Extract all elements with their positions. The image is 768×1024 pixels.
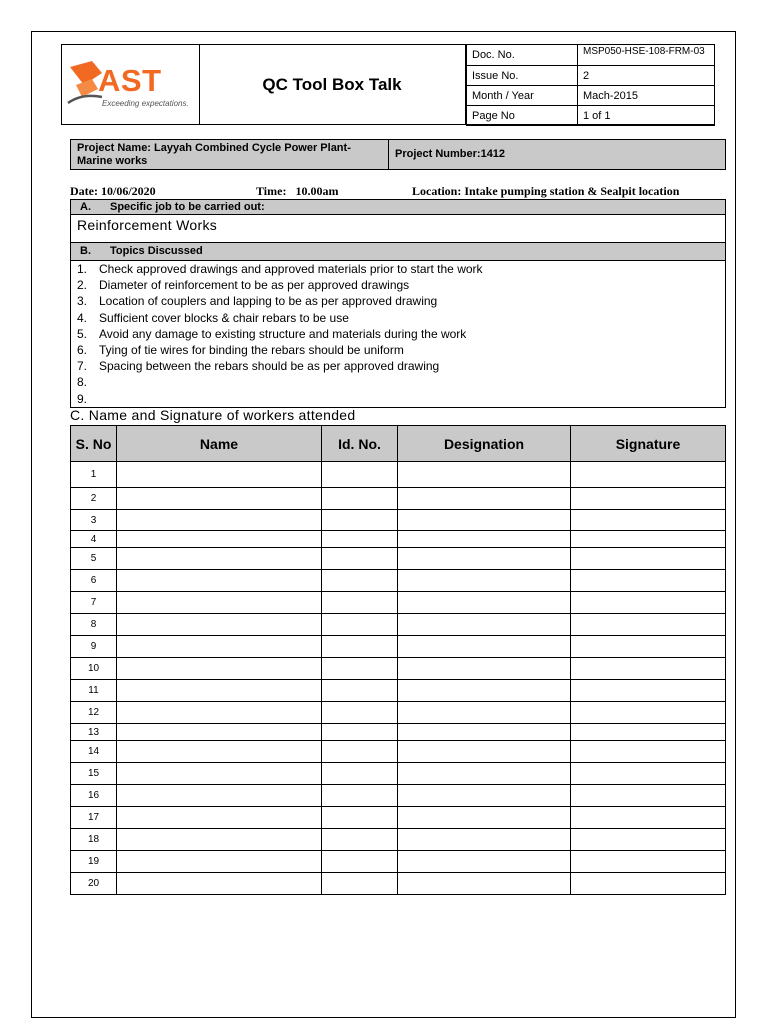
name-cell[interactable] bbox=[117, 614, 322, 636]
meta-label: Doc. No. bbox=[467, 45, 578, 66]
column-header-signature: Signature bbox=[571, 426, 726, 462]
meta-row-page-no bbox=[467, 106, 715, 126]
workers-attendance-table bbox=[70, 425, 726, 895]
meta-row-issue-no bbox=[467, 66, 715, 86]
table-row bbox=[71, 829, 726, 851]
table-row bbox=[71, 785, 726, 807]
meta-label: Issue No. bbox=[467, 66, 578, 86]
logo-tagline: Exceeding expectations. bbox=[102, 99, 189, 108]
table-row bbox=[71, 614, 726, 636]
signature-cell[interactable] bbox=[571, 636, 726, 658]
row-serial-number: 10 bbox=[71, 658, 117, 680]
id-no-cell[interactable] bbox=[322, 488, 398, 510]
name-cell[interactable] bbox=[117, 680, 322, 702]
workers-table-body bbox=[71, 462, 726, 895]
signature-cell[interactable] bbox=[571, 614, 726, 636]
project-number: Project Number:1412 bbox=[389, 140, 726, 170]
meeting-date: Date: 10/06/2020 bbox=[70, 184, 156, 198]
name-cell[interactable] bbox=[117, 724, 322, 741]
section-title: Topics Discussed bbox=[110, 245, 203, 257]
signature-cell[interactable] bbox=[571, 548, 726, 570]
designation-cell[interactable] bbox=[398, 570, 571, 592]
designation-cell[interactable] bbox=[398, 592, 571, 614]
table-row bbox=[71, 548, 726, 570]
topic-item: 6. Tying of tie wires for binding the rebars should be uniform bbox=[77, 342, 404, 357]
id-no-cell[interactable] bbox=[322, 614, 398, 636]
id-no-cell[interactable] bbox=[322, 548, 398, 570]
row-serial-number: 1 bbox=[71, 462, 117, 488]
name-cell[interactable] bbox=[117, 636, 322, 658]
designation-cell[interactable] bbox=[398, 680, 571, 702]
row-serial-number: 18 bbox=[71, 829, 117, 851]
designation-cell[interactable] bbox=[398, 614, 571, 636]
meta-value: 2 bbox=[578, 66, 715, 86]
row-serial-number: 2 bbox=[71, 488, 117, 510]
id-no-cell[interactable] bbox=[322, 724, 398, 741]
id-no-cell[interactable] bbox=[322, 510, 398, 531]
row-serial-number: 12 bbox=[71, 702, 117, 724]
topics-list bbox=[71, 261, 725, 407]
designation-cell[interactable] bbox=[398, 462, 571, 488]
project-name: Project Name: Layyah Combined Cycle Power Plant-Marine works bbox=[71, 140, 389, 170]
id-no-cell[interactable] bbox=[322, 763, 398, 785]
meta-label: Page No bbox=[467, 106, 578, 126]
name-cell[interactable] bbox=[117, 570, 322, 592]
row-serial-number: 8 bbox=[71, 614, 117, 636]
signature-cell[interactable] bbox=[571, 488, 726, 510]
company-logo bbox=[62, 45, 200, 124]
row-serial-number: 19 bbox=[71, 851, 117, 873]
table-row bbox=[71, 570, 726, 592]
document-meta-table bbox=[466, 44, 715, 126]
name-cell[interactable] bbox=[117, 592, 322, 614]
signature-cell[interactable] bbox=[571, 851, 726, 873]
table-row bbox=[71, 873, 726, 895]
section-a bbox=[70, 199, 726, 243]
id-no-cell[interactable] bbox=[322, 807, 398, 829]
name-cell[interactable] bbox=[117, 510, 322, 531]
column-header-id-no: Id. No. bbox=[322, 426, 398, 462]
name-cell[interactable] bbox=[117, 488, 322, 510]
name-cell[interactable] bbox=[117, 829, 322, 851]
id-no-cell[interactable] bbox=[322, 873, 398, 895]
designation-cell[interactable] bbox=[398, 851, 571, 873]
signature-cell[interactable] bbox=[571, 873, 726, 895]
table-row bbox=[71, 851, 726, 873]
table-row bbox=[71, 510, 726, 531]
section-title: Specific job to be carried out: bbox=[110, 201, 265, 213]
name-cell[interactable] bbox=[117, 702, 322, 724]
row-serial-number: 20 bbox=[71, 873, 117, 895]
row-serial-number: 5 bbox=[71, 548, 117, 570]
signature-cell[interactable] bbox=[571, 570, 726, 592]
signature-cell[interactable] bbox=[571, 829, 726, 851]
name-cell[interactable] bbox=[117, 851, 322, 873]
row-serial-number: 17 bbox=[71, 807, 117, 829]
logo-wordmark: AST bbox=[98, 63, 162, 98]
table-row bbox=[71, 462, 726, 488]
designation-cell[interactable] bbox=[398, 873, 571, 895]
id-no-cell[interactable] bbox=[322, 829, 398, 851]
table-row bbox=[71, 763, 726, 785]
id-no-cell[interactable] bbox=[322, 658, 398, 680]
column-header-name: Name bbox=[117, 426, 322, 462]
id-no-cell[interactable] bbox=[322, 462, 398, 488]
id-no-cell[interactable] bbox=[322, 531, 398, 548]
designation-cell[interactable] bbox=[398, 488, 571, 510]
meeting-time: Time: 10.00am bbox=[256, 184, 339, 198]
table-row bbox=[71, 741, 726, 763]
topic-item: 8. bbox=[77, 375, 88, 390]
specific-job-text: Reinforcement Works bbox=[77, 217, 218, 233]
id-no-cell[interactable] bbox=[322, 636, 398, 658]
signature-cell[interactable] bbox=[571, 510, 726, 531]
name-cell[interactable] bbox=[117, 763, 322, 785]
name-cell[interactable] bbox=[117, 462, 322, 488]
id-no-cell[interactable] bbox=[322, 702, 398, 724]
signature-cell[interactable] bbox=[571, 741, 726, 763]
designation-cell[interactable] bbox=[398, 724, 571, 741]
designation-cell[interactable] bbox=[398, 658, 571, 680]
designation-cell[interactable] bbox=[398, 763, 571, 785]
meta-value: MSP050-HSE-108-FRM-03 bbox=[578, 45, 715, 66]
topic-item: 4. Sufficient cover blocks & chair rebars to be use bbox=[77, 310, 349, 325]
topic-item: 2. Diameter of reinforcement to be as per approved drawings bbox=[77, 278, 410, 293]
section-b bbox=[70, 242, 726, 408]
signature-cell[interactable] bbox=[571, 462, 726, 488]
row-serial-number: 14 bbox=[71, 741, 117, 763]
signature-cell[interactable] bbox=[571, 680, 726, 702]
signature-cell[interactable] bbox=[571, 592, 726, 614]
id-no-cell[interactable] bbox=[322, 851, 398, 873]
table-row bbox=[71, 636, 726, 658]
signature-cell[interactable] bbox=[571, 763, 726, 785]
row-serial-number: 15 bbox=[71, 763, 117, 785]
document-header bbox=[61, 44, 715, 125]
section-letter: A. bbox=[80, 201, 91, 213]
form-title: QC Tool Box Talk bbox=[199, 45, 466, 124]
signature-cell[interactable] bbox=[571, 658, 726, 680]
row-serial-number: 7 bbox=[71, 592, 117, 614]
signature-cell[interactable] bbox=[571, 531, 726, 548]
designation-cell[interactable] bbox=[398, 807, 571, 829]
id-no-cell[interactable] bbox=[322, 592, 398, 614]
name-cell[interactable] bbox=[117, 807, 322, 829]
id-no-cell[interactable] bbox=[322, 785, 398, 807]
column-header-sno: S. No bbox=[71, 426, 117, 462]
id-no-cell[interactable] bbox=[322, 570, 398, 592]
section-c-heading: C. Name and Signature of workers attended bbox=[70, 407, 356, 423]
row-serial-number: 11 bbox=[71, 680, 117, 702]
name-cell[interactable] bbox=[117, 785, 322, 807]
row-serial-number: 9 bbox=[71, 636, 117, 658]
table-row bbox=[71, 592, 726, 614]
meta-label: Month / Year bbox=[467, 86, 578, 106]
row-serial-number: 3 bbox=[71, 510, 117, 531]
section-b-heading bbox=[71, 243, 725, 261]
id-no-cell[interactable] bbox=[322, 680, 398, 702]
topic-item: 3. Location of couplers and lapping to be as per approved drawing bbox=[77, 294, 438, 309]
table-row bbox=[71, 531, 726, 548]
meta-row-doc-no bbox=[467, 45, 715, 66]
table-row bbox=[71, 488, 726, 510]
name-cell[interactable] bbox=[117, 531, 322, 548]
signature-cell[interactable] bbox=[571, 807, 726, 829]
designation-cell[interactable] bbox=[398, 531, 571, 548]
signature-cell[interactable] bbox=[571, 724, 726, 741]
meta-row-month-year bbox=[467, 86, 715, 106]
signature-cell[interactable] bbox=[571, 785, 726, 807]
name-cell[interactable] bbox=[117, 741, 322, 763]
designation-cell[interactable] bbox=[398, 829, 571, 851]
row-serial-number: 4 bbox=[71, 531, 117, 548]
section-a-heading bbox=[71, 200, 725, 215]
signature-cell[interactable] bbox=[571, 702, 726, 724]
table-row bbox=[71, 702, 726, 724]
topic-item: 5. Avoid any damage to existing structure and materials during the work bbox=[77, 326, 467, 341]
name-cell[interactable] bbox=[117, 658, 322, 680]
meta-value: 1 of 1 bbox=[578, 106, 715, 126]
meta-value: Mach-2015 bbox=[578, 86, 715, 106]
topic-item: 7. Spacing between the rebars should be as per approved drawing bbox=[77, 359, 440, 374]
id-no-cell[interactable] bbox=[322, 741, 398, 763]
designation-cell[interactable] bbox=[398, 785, 571, 807]
name-cell[interactable] bbox=[117, 548, 322, 570]
table-row bbox=[71, 680, 726, 702]
designation-cell[interactable] bbox=[398, 636, 571, 658]
topic-item: 9. bbox=[77, 391, 88, 406]
row-serial-number: 13 bbox=[71, 724, 117, 741]
table-header-row bbox=[71, 426, 726, 462]
column-header-designation: Designation bbox=[398, 426, 571, 462]
row-serial-number: 16 bbox=[71, 785, 117, 807]
row-serial-number: 6 bbox=[71, 570, 117, 592]
meeting-location: Location: Intake pumping station & Sealpit location bbox=[412, 184, 680, 198]
table-row bbox=[71, 658, 726, 680]
designation-cell[interactable] bbox=[398, 510, 571, 531]
topic-item: 1. Check approved drawings and approved materials prior to start the work bbox=[77, 262, 483, 276]
section-letter: B. bbox=[80, 245, 91, 257]
table-row bbox=[71, 724, 726, 741]
designation-cell[interactable] bbox=[398, 548, 571, 570]
project-info-table bbox=[70, 139, 726, 170]
designation-cell[interactable] bbox=[398, 741, 571, 763]
name-cell[interactable] bbox=[117, 873, 322, 895]
designation-cell[interactable] bbox=[398, 702, 571, 724]
table-row bbox=[71, 807, 726, 829]
